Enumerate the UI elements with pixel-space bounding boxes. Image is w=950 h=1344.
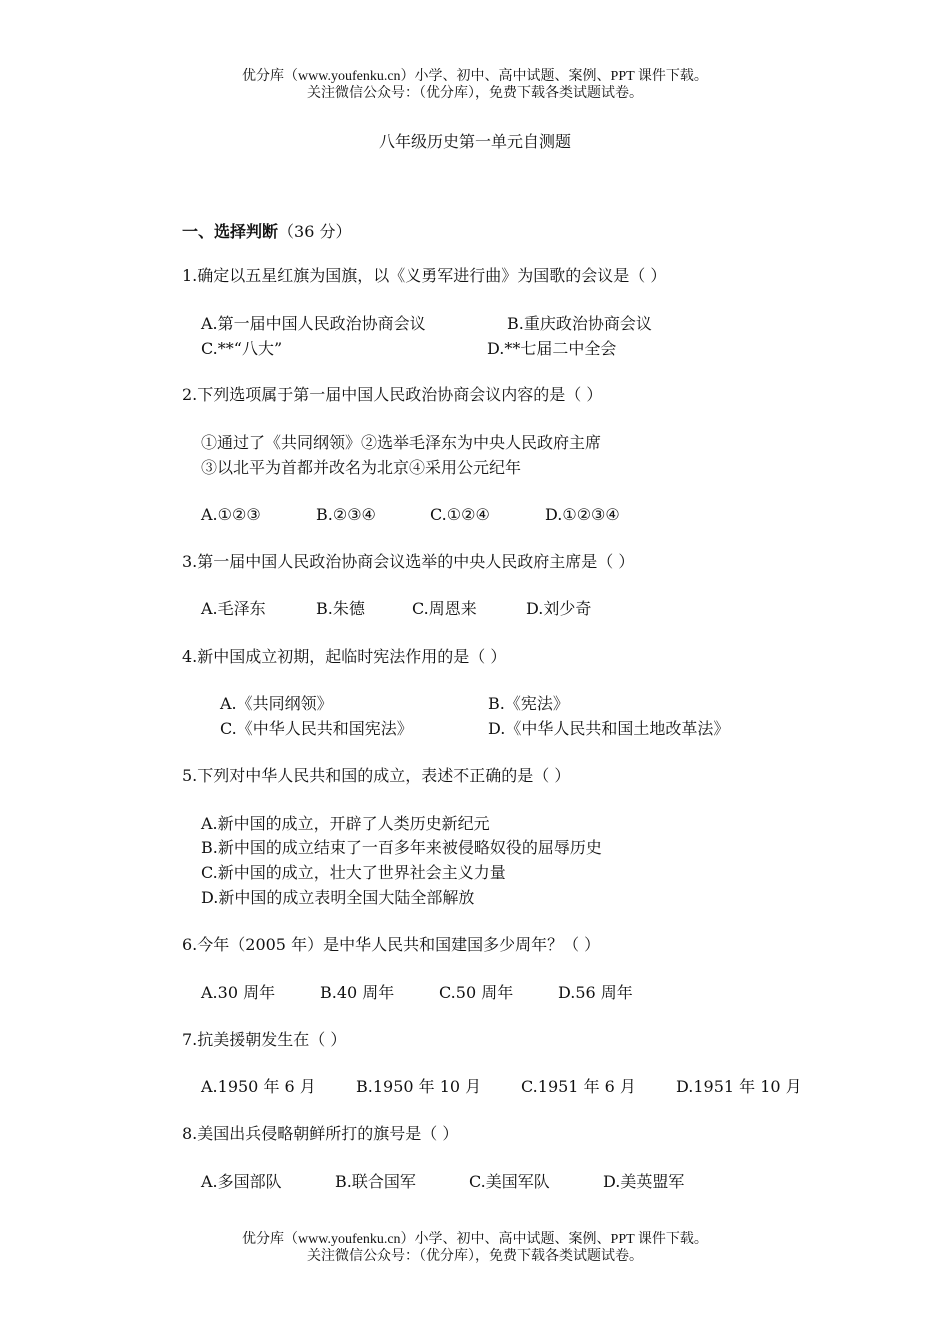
question-3-option-a: A.毛泽东 [201, 599, 266, 618]
question-2-stem: 2.下列选项属于第一届中国人民政治协商会议内容的是（ ） [182, 385, 603, 404]
question-5-stem: 5.下列对中华人民共和国的成立，表述不正确的是（ ） [182, 766, 571, 785]
question-1-option-a: A.第一届中国人民政治协商会议 [201, 314, 426, 333]
footer-line-1: 优分库（www.youfenku.cn）小学、初中、高中试题、案例、PPT 课件下载。 [242, 1232, 708, 1247]
question-8-option-a: A.多国部队 [201, 1172, 282, 1191]
question-6-option-a: A.30 周年 [201, 983, 276, 1002]
question-6-stem: 6.今年（2005 年）是中华人民共和国建国多少周年？（ ） [182, 935, 601, 954]
question-3-option-c: C.周恩来 [412, 599, 477, 618]
question-7-stem: 7.抗美援朝发生在（ ） [182, 1030, 347, 1049]
question-7-option-d: D.1951 年 10 月 [676, 1077, 802, 1096]
section-heading [182, 219, 351, 242]
question-8-stem: 8.美国出兵侵略朝鲜所打的旗号是（ ） [182, 1124, 459, 1143]
question-6-option-c: C.50 周年 [439, 983, 514, 1002]
question-3-stem: 3.第一届中国人民政治协商会议选举的中央人民政府主席是（ ） [182, 552, 635, 571]
question-4-option-c: C.《中华人民共和国宪法》 [220, 719, 413, 738]
question-7-option-a: A.1950 年 6 月 [201, 1077, 316, 1096]
question-5-option-c: C.新中国的成立，壮大了世界社会主义力量 [201, 863, 506, 882]
question-2-option-d: D.①②③④ [545, 505, 620, 524]
header-line-1: 优分库（www.youfenku.cn）小学、初中、高中试题、案例、PPT 课件下载。 [242, 69, 708, 84]
question-1-stem: 1.确定以五星红旗为国旗，以《义勇军进行曲》为国歌的会议是（ ） [182, 266, 667, 285]
question-7-option-b: B.1950 年 10 月 [356, 1077, 482, 1096]
section-points: （36 分） [278, 222, 352, 241]
footer-line-2: 关注微信公众号：（优分库），免费下载各类试题试卷。 [307, 1249, 643, 1264]
question-2-statement-2: ③以北平为首都并改名为北京④采用公元纪年 [201, 458, 522, 477]
question-1-option-c: C.**“八大” [201, 339, 283, 358]
question-1-option-b: B.重庆政治协商会议 [507, 314, 652, 333]
question-8-option-d: D.美英盟军 [603, 1172, 685, 1191]
question-4-option-d: D.《中华人民共和国土地改革法》 [488, 719, 730, 738]
question-5-option-b: B.新中国的成立结束了一百多年来被侵略奴役的屈辱历史 [201, 838, 602, 857]
question-2-statement-1: ①通过了《共同纲领》②选举毛泽东为中央人民政府主席 [201, 433, 602, 452]
page-header [0, 68, 950, 102]
question-2-option-a: A.①②③ [201, 505, 261, 524]
page-title: 八年级历史第一单元自测题 [378, 132, 571, 151]
question-2-option-c: C.①②④ [430, 505, 490, 524]
question-5-option-a: A.新中国的成立，开辟了人类历史新纪元 [201, 814, 490, 833]
question-4-option-a: A.《共同纲领》 [220, 694, 333, 713]
header-line-2: 关注微信公众号：（优分库），免费下载各类试题试卷。 [307, 86, 643, 101]
section-name: 一、选择判断 [182, 222, 279, 241]
question-3-option-d: D.刘少奇 [526, 599, 592, 618]
question-5-option-d: D.新中国的成立表明全国大陆全部解放 [201, 888, 475, 907]
page-footer [0, 1231, 950, 1265]
question-6-option-b: B.40 周年 [320, 983, 395, 1002]
question-2-option-b: B.②③④ [316, 505, 376, 524]
question-3-option-b: B.朱德 [316, 599, 365, 618]
question-8-option-b: B.联合国军 [335, 1172, 416, 1191]
question-6-option-d: D.56 周年 [558, 983, 633, 1002]
question-8-option-c: C.美国军队 [469, 1172, 550, 1191]
question-1-option-d: D.**七届二中全会 [487, 339, 617, 358]
question-4-stem: 4.新中国成立初期，起临时宪法作用的是（ ） [182, 647, 507, 666]
question-4-option-b: B.《宪法》 [488, 694, 569, 713]
question-7-option-c: C.1951 年 6 月 [521, 1077, 636, 1096]
